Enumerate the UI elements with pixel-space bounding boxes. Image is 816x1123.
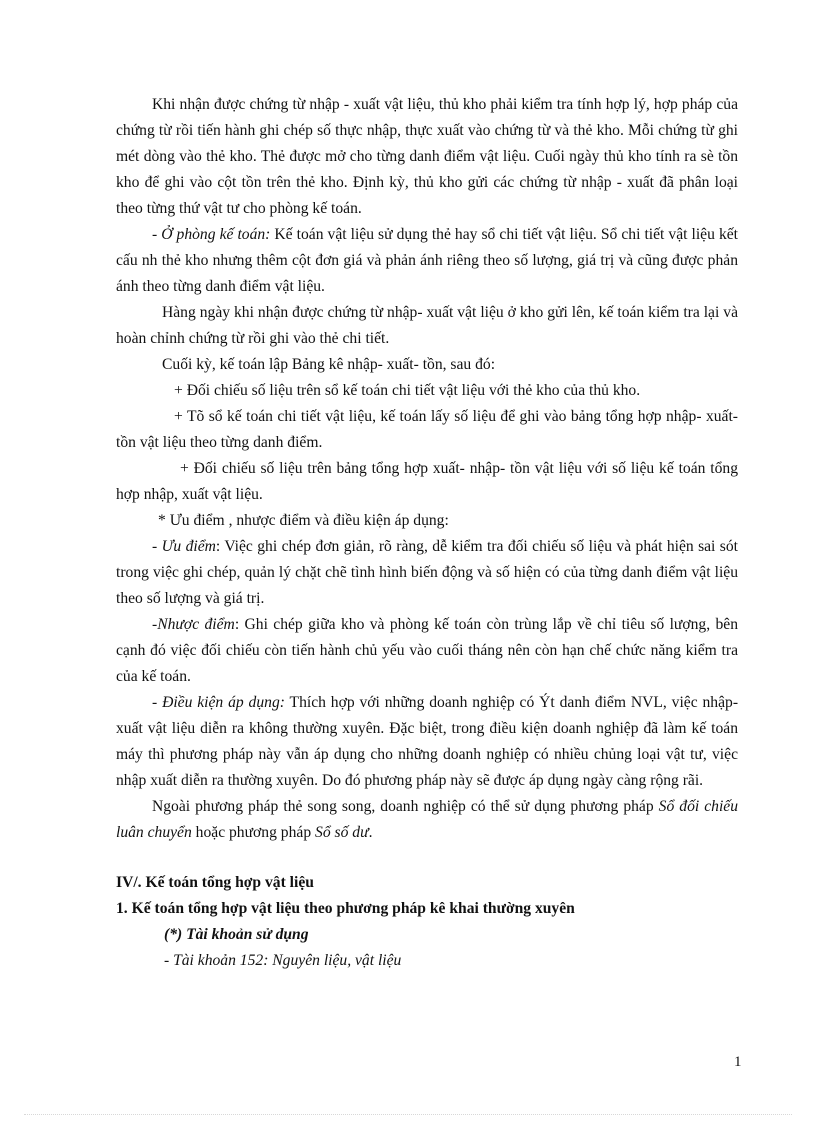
page-content	[116, 92, 738, 974]
label-accounting-room: - Ở phòng kế toán:	[152, 226, 271, 243]
label-conditions: - Điều kiện áp dụng:	[152, 694, 285, 711]
page-number: 1	[734, 1054, 742, 1070]
label-advantages: - Ưu điểm	[152, 538, 216, 555]
subsection-heading: 1. Kế toán tổng hợp vật liệu theo phương pháp kê khai thường xuyên	[116, 900, 575, 917]
paragraph-pros-cons-heading: * Ưu điểm , nhược điểm và điều kiện áp dụng:	[158, 512, 449, 529]
paragraph-disadvantages: -Nhược điểm: Ghi chép giữa kho và phòng kế toán còn trùng lắp về chỉ tiêu số lượng, bên cạnh đó việc đối chiếu còn tiến hành chủ yếu vào cuối tháng nên còn hạn chế chức năng kiểm tra của kế toán.	[116, 616, 738, 685]
paragraph-advantages: - Ưu điểm: Việc ghi chép đơn giản, rõ ràng, dễ kiểm tra đối chiếu số liệu và phát hiện sai sót trong việc ghi chép, quản lý chặt chẽ tình hình biến động và số hiện có của từng danh điểm vật liệu theo số lượng và giá trị.	[116, 538, 739, 607]
section-heading: IV/. Kế toán tổng hợp vật liệu	[116, 874, 314, 891]
sub-heading-accounts: (*) Tài khoản sử dụng	[164, 926, 309, 943]
spacer	[116, 846, 738, 870]
paragraph-daily-check: Hàng ngày khi nhận được chứng từ nhập- xuất vật liệu ở kho gửi lên, kế toán kiểm tra lại và hoàn chỉnh chứng từ rồi ghi vào thẻ chi tiết.	[116, 304, 738, 347]
label-disadvantages: -Nhược điểm	[152, 616, 235, 633]
paragraph-reconcile-3: + Đối chiếu số liệu trên bảng tổng hợp xuất- nhập- tồn vật liệu với số liệu kế toán tổng hợp nhập, xuất vật liệu.	[116, 460, 738, 503]
paragraph-reconcile-1: + Đối chiếu số liệu trên sổ kế toán chi tiết vật liệu với thẻ kho của thủ kho.	[174, 382, 641, 399]
paragraph-receipt-procedure: Khi nhận được chứng từ nhập - xuất vật liệu, thủ kho phải kiểm tra tính hợp lý, hợp pháp của chứng từ rồi tiến hành ghi chép số thực nhập, thực xuất vào chứng từ và thẻ kho. Mỗi chứng từ ghi mét dòng vào thẻ kho. Thẻ được mở cho từng danh điểm vật liệu. Cuối ngày thủ kho tính ra sè tồn kho để ghi vào cột tồn trên thẻ kho. Định kỳ, thủ kho gửi các chứng từ nhập - xuất đã phân loại theo từng thứ vật tư cho phòng kế toán.	[116, 96, 738, 217]
paragraph-period-end: Cuối kỳ, kế toán lập Bảng kê nhập- xuất- tồn, sau đó:	[162, 356, 496, 373]
paragraph-accounting-room: - Ở phòng kế toán: Kế toán vật liệu sử dụng thẻ hay sổ chi tiết vật liệu. Sổ chi tiết vật liệu kết cấu nh thẻ kho nhưng thêm cột đơn giá và phản ánh riêng theo số lượng, giá trị và cũng được phản ánh theo từng danh điểm vật liệu.	[116, 226, 738, 295]
paragraph-reconcile-2: + Tõ sổ kế toán chi tiết vật liệu, kế toán lấy số liệu để ghi vào bảng tổng hợp nhập- xuất- tồn vật liệu theo từng danh điểm.	[116, 408, 738, 451]
paragraph-conditions: - Điều kiện áp dụng: Thích hợp với những doanh nghiệp có Ýt danh điểm NVL, việc nhập- xuất vật liệu diễn ra không thường xuyên. Đặc biệt, trong điều kiện doanh nghiệp đã làm kế toán máy thì phương pháp này vẫn áp dụng cho những doanh nghiệp có nhiều chủng loại vật tư, việc nhập xuất diễn ra thường xuyên. Do đó phương pháp này sẽ được áp dụng ngày càng rộng rãi.	[116, 694, 739, 789]
paragraph-other-methods: Ngoài phương pháp thẻ song song, doanh nghiệp có thể sử dụng phương pháp Sổ đối chiếu luân chuyển hoặc phương pháp Sổ số dư.	[116, 798, 738, 841]
page-bottom-border	[24, 1114, 792, 1115]
account-item: - Tài khoản 152: Nguyên liệu, vật liệu	[164, 952, 402, 969]
